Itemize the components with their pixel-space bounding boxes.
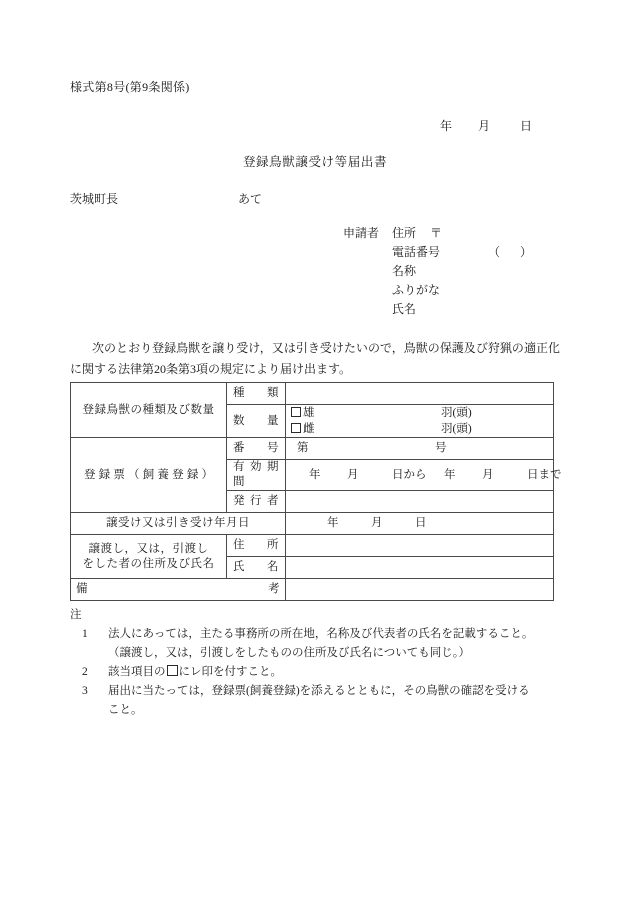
- species-label: 種類: [227, 383, 286, 405]
- species-value[interactable]: [286, 383, 554, 405]
- card-number-prefix: 第: [297, 442, 309, 454]
- table-row-card-number: [71, 438, 554, 460]
- card-number-label: 番号: [227, 438, 286, 460]
- transferor-name-value[interactable]: [286, 557, 554, 579]
- note-2-text-after: にレ印を付すこと。: [178, 666, 282, 678]
- note-item-2: [70, 663, 570, 682]
- note-item-1: [70, 625, 570, 663]
- receive-date-month: 月: [371, 517, 383, 529]
- male-label: 雄: [303, 406, 315, 419]
- remarks-label: 備考: [71, 579, 286, 601]
- receive-date-day: 日: [415, 517, 427, 529]
- validity-from-day: 日から: [392, 468, 427, 481]
- receive-date-line: [291, 517, 427, 529]
- note-2-text: [100, 663, 570, 682]
- applicant-address-label: 住所: [392, 226, 417, 240]
- table-row-species: [71, 383, 554, 405]
- issuer-value[interactable]: [286, 491, 554, 513]
- validity-from-year: 年: [309, 468, 321, 481]
- note-2-number: 2: [82, 666, 88, 678]
- note-3-text: 届出に当たっては，登録票(飼養登録)を添えるとともに，その鳥獣の確認を受ける: [108, 685, 530, 697]
- note-1-continuation: （譲渡し，又は，引渡しをしたものの住所及び氏名についても同じ。）: [108, 647, 471, 659]
- applicant-phone-paren: （ ）: [488, 245, 537, 259]
- transferor-address-value[interactable]: [286, 535, 554, 557]
- form-code: 様式第8号(第9条関係): [70, 80, 190, 94]
- applicant-furigana-row: [343, 281, 536, 300]
- female-label: 雌: [303, 422, 315, 435]
- quantity-row-male[interactable]: [291, 405, 548, 421]
- addressee: [70, 190, 262, 207]
- issuer-label: 発行者: [227, 491, 286, 513]
- validity-value[interactable]: [286, 460, 562, 491]
- transferor-address-label: 住所: [227, 535, 286, 557]
- quantity-row-female[interactable]: [291, 421, 548, 437]
- receive-date-label: 譲受け又は引き受け年月日: [71, 513, 286, 535]
- applicant-name-label: 氏名: [392, 302, 417, 316]
- applicant-org-row: [343, 262, 536, 281]
- card-number-suffix: 号: [435, 442, 447, 454]
- addressee-suffix: あて: [238, 192, 263, 206]
- applicant-address-row: [343, 224, 536, 243]
- validity-from-month: 月: [347, 468, 359, 481]
- validity-line: [291, 469, 562, 481]
- validity-to-day: 日まで: [527, 468, 562, 481]
- applicant-furigana-label: ふりがな: [392, 283, 441, 297]
- notes-heading: 注: [70, 609, 82, 621]
- male-checkbox-group[interactable]: [291, 406, 441, 421]
- quantity-value[interactable]: [286, 405, 554, 438]
- notes-section: [70, 606, 570, 720]
- table-row-remarks: [71, 579, 554, 601]
- note-3-continuation: こと。: [108, 704, 143, 716]
- date-day-label: 日: [520, 119, 533, 133]
- validity-to-year: 年: [444, 468, 456, 481]
- female-checkbox[interactable]: [291, 423, 301, 433]
- transferor-label-line2: をした者の住所及び氏名: [82, 557, 215, 570]
- female-unit: 羽(頭): [441, 422, 472, 435]
- date-line: [440, 117, 532, 134]
- date-year-label: 年: [440, 119, 453, 133]
- applicant-phone-label: 電話番号: [392, 245, 441, 259]
- quantity-label: 数量: [227, 405, 286, 438]
- transferor-label: [71, 535, 227, 579]
- receive-date-value[interactable]: [286, 513, 554, 535]
- note-item-3: [70, 682, 570, 720]
- addressee-name: 茨城町長: [70, 192, 119, 206]
- registration-card-label: 登録票（飼養登録）: [71, 438, 227, 513]
- body-paragraph-text: 次のとおり登録鳥獣を譲り受け，又は引き受けたいので，鳥獣の保護及び狩猟の適正化に関する法律第20条第3項の規定により届け出ます。: [70, 341, 560, 376]
- transferor-label-line1: 譲渡し，又は，引渡し: [88, 542, 209, 555]
- note-1-text: 法人にあっては，主たる事務所の所在地，名称及び代表者の氏名を記載すること。: [108, 628, 534, 640]
- card-number-line: [291, 442, 447, 454]
- remarks-value[interactable]: [286, 579, 554, 601]
- transferor-name-label: 氏名: [227, 557, 286, 579]
- body-paragraph: [70, 338, 560, 380]
- note-1-number: 1: [82, 628, 88, 640]
- female-checkbox-group[interactable]: [291, 422, 441, 437]
- validity-to-month: 月: [482, 468, 494, 481]
- table-row-receive-date: [71, 513, 554, 535]
- male-unit: 羽(頭): [441, 406, 472, 419]
- note-checkbox-icon: [167, 665, 178, 676]
- card-number-value[interactable]: [286, 438, 554, 460]
- male-checkbox[interactable]: [291, 407, 301, 417]
- applicant-phone-row: [343, 243, 536, 262]
- applicant-name-row: [343, 300, 536, 319]
- species-quantity-label: 登録鳥獣の種類及び数量: [71, 383, 227, 438]
- date-month-label: 月: [478, 119, 491, 133]
- receive-date-year: 年: [327, 517, 339, 529]
- applicant-org-label: 名称: [392, 264, 417, 278]
- application-table: [70, 382, 562, 601]
- note-2-text-before: 該当項目の: [108, 666, 166, 678]
- table-row-transferor-address: [71, 535, 554, 557]
- note-3-number: 3: [82, 685, 88, 697]
- postal-mark-icon: 〒: [430, 226, 443, 240]
- applicant-heading: 申請者: [343, 226, 380, 240]
- validity-label: 有効期間: [227, 460, 286, 491]
- applicant-block: [343, 224, 536, 319]
- page-title: 登録鳥獣譲受け等届出書: [242, 155, 388, 169]
